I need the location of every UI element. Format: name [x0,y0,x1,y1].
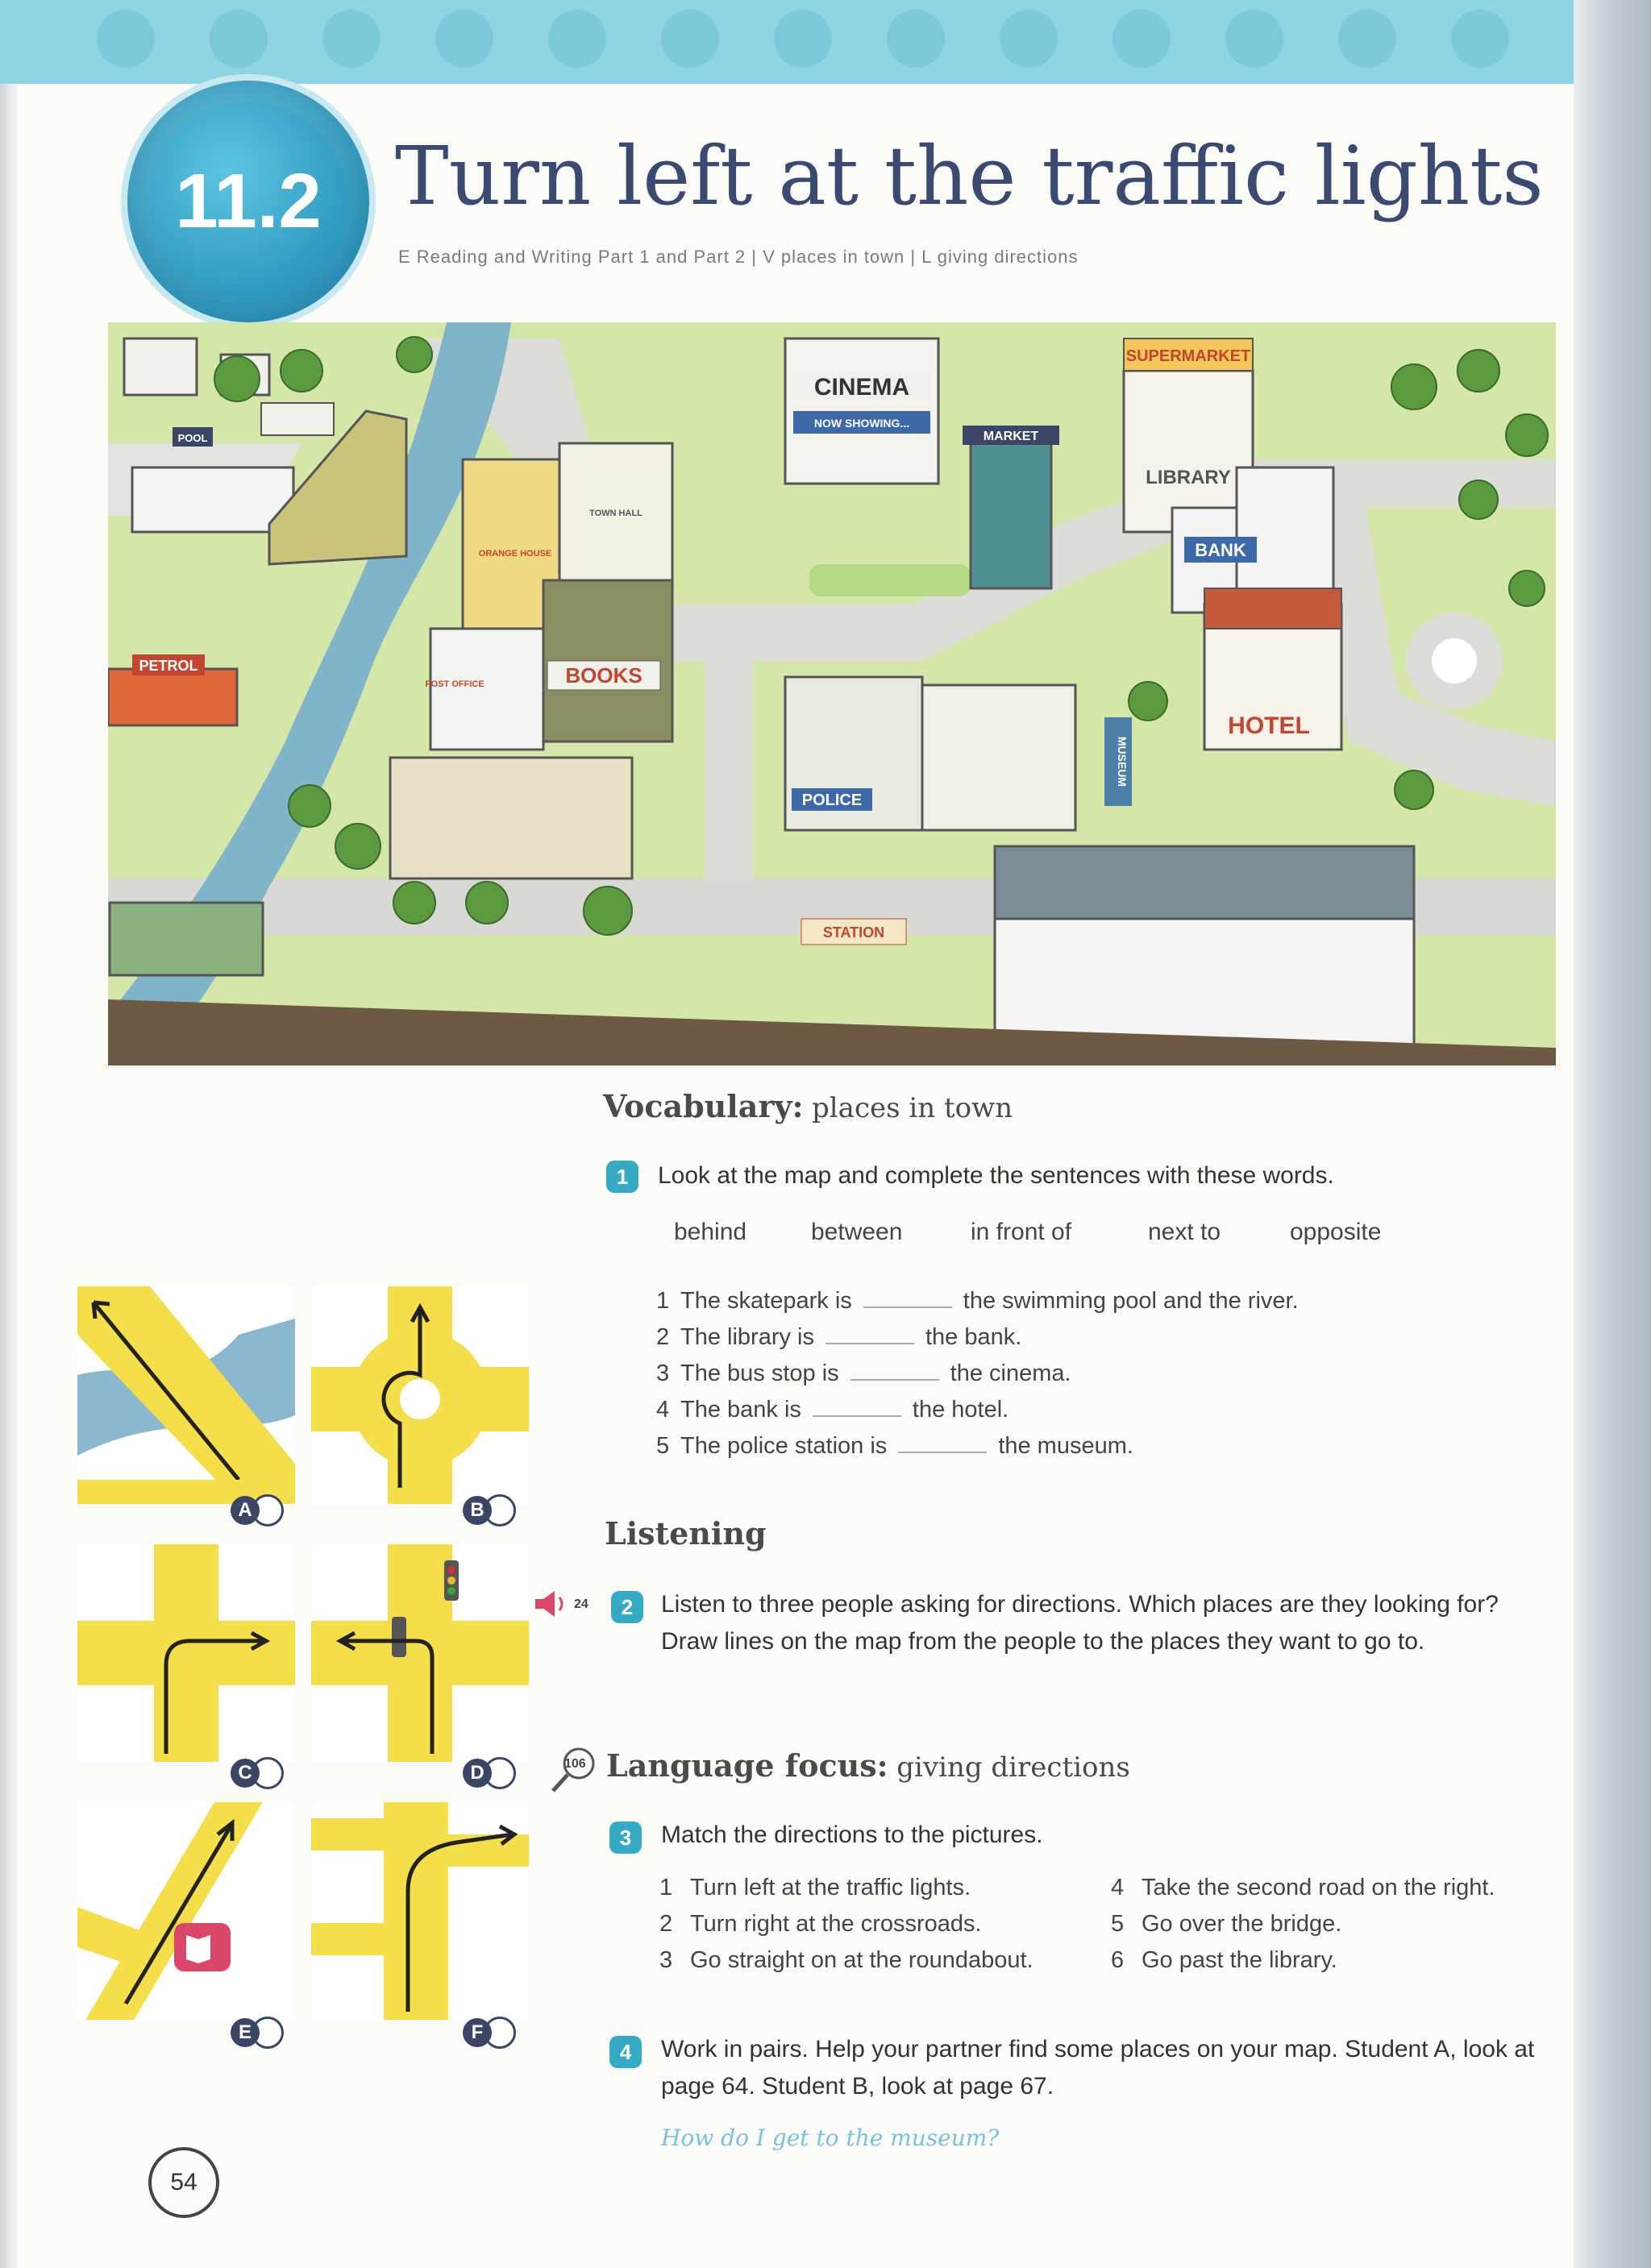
grammar-reference-number: 106 [564,1757,586,1771]
picture-e-past-library [77,1802,295,2020]
direction-number: 2 [659,1911,673,1937]
map-label-books: BOOKS [565,663,643,687]
listening-heading: Listening [605,1515,767,1551]
unit-number: 11.2 [175,158,322,244]
sentence-row [656,1433,1133,1460]
sentence-start: The bus stop is [680,1360,839,1386]
map-label-police: POLICE [801,791,863,809]
picture-f-second-right [311,1802,529,2020]
sentence-end: the museum. [998,1433,1133,1459]
direction-text: Go past the library. [1142,1947,1337,1973]
word-option: in front of [971,1219,1072,1245]
picture-letter: A [231,1496,260,1525]
picture-letter: C [231,1759,260,1788]
direction-text: Turn left at the traffic lights. [690,1875,971,1900]
picture-e-label[interactable] [231,2017,284,2049]
direction-item [659,1947,1033,1974]
sentence-row [656,1288,1299,1315]
direction-item [659,1911,982,1938]
sentence-start: The library is [680,1324,814,1350]
direction-item [1111,1947,1337,1974]
exercise-number: 4 [609,2036,642,2068]
page-number: 54 [148,2147,219,2218]
direction-item [659,1875,971,1901]
map-label-supermarket: SUPERMARKET [1125,347,1251,365]
answer-gap[interactable] [850,1361,939,1381]
map-label-now-showing: NOW SHOWING... [813,417,910,430]
sentence-number: 2 [656,1324,670,1350]
map-label-library: LIBRARY [1146,467,1231,488]
picture-d-label[interactable] [463,1757,516,1789]
sentence-number: 1 [656,1288,670,1314]
map-label-post-office: POST OFFICE [425,679,484,689]
map-label-market: MARKET [983,430,1039,443]
direction-number: 1 [659,1875,673,1900]
map-label-orange-house: ORANGE HOUSE [478,549,552,559]
sentence-number: 3 [656,1360,670,1386]
example-question: How do I get to the museum? [661,2125,1000,2151]
map-label-station: STATION [822,924,885,941]
answer-gap[interactable] [863,1289,952,1308]
picture-letter: E [231,2018,260,2047]
exercise-2-instruction: Listen to three people asking for directions. Which places are they looking for? Draw lines on the map from the people to the places they want to go to. [661,1591,1499,1655]
sentence-row [656,1324,1021,1351]
picture-f-label[interactable] [463,2017,516,2049]
picture-letter: F [463,2018,492,2047]
picture-b-roundabout [311,1286,529,1504]
picture-letter: D [463,1759,492,1788]
sentence-end: the bank. [925,1324,1022,1350]
sentence-end: the swimming pool and the river. [963,1288,1299,1314]
word-option: between [811,1219,903,1245]
direction-number: 3 [659,1947,673,1973]
direction-item [1111,1875,1495,1901]
page-edge-left [0,0,18,2268]
sentence-end: the cinema. [950,1360,1071,1386]
picture-b-label[interactable] [463,1494,516,1527]
direction-text: Turn right at the crossroads. [690,1911,982,1937]
answer-gap[interactable] [898,1434,987,1453]
language-focus-subtitle: giving directions [896,1751,1130,1784]
map-label-pool: POOL [177,432,208,444]
direction-text: Take the second road on the right. [1142,1875,1495,1900]
vocabulary-heading [603,1088,1013,1125]
unit-badge-inner [148,102,348,301]
sentence-number: 5 [656,1433,670,1459]
exercise-number: 1 [606,1161,638,1193]
direction-number: 5 [1111,1911,1125,1937]
sentence-number: 4 [656,1397,670,1423]
word-option: next to [1148,1219,1221,1245]
picture-a-bridge [77,1286,295,1504]
exercise-number: 3 [609,1821,642,1854]
direction-number: 6 [1111,1947,1125,1973]
page-edge-right [1574,0,1651,2268]
vocabulary-title: Vocabulary: [603,1088,804,1124]
sentence-start: The skatepark is [680,1288,852,1314]
map-label-cinema: CINEMA [813,374,910,401]
direction-item [1111,1911,1341,1938]
exercise-3-instruction: Match the directions to the pictures. [661,1821,1043,1848]
page-title: Turn left at the traffic lights [395,129,1544,223]
map-label-town-hall: TOWN HALL [589,509,643,518]
audio-track-number: 24 [574,1597,588,1611]
answer-gap[interactable] [813,1398,901,1417]
sentence-row [656,1360,1071,1387]
direction-text: Go over the bridge. [1142,1911,1342,1937]
map-label-petrol: PETROL [139,658,198,674]
map-label-bank: BANK [1195,540,1246,560]
picture-d-traffic-lights [311,1544,529,1762]
sentence-start: The police station is [680,1433,888,1459]
picture-c-crossroads [77,1544,295,1762]
sentence-end: the hotel. [912,1397,1009,1423]
exercise-1-instruction: Look at the map and complete the sentences with these words. [658,1162,1334,1189]
exercise-4-instruction: Work in pairs. Help your partner find some places on your map. Student A, look at page 64. Student B, look at page 67. [661,2036,1535,2100]
exercise-number: 2 [611,1591,643,1623]
vocabulary-subtitle: places in town [812,1092,1013,1124]
town-map [108,322,1556,1065]
language-focus-title: Language focus: [606,1747,888,1784]
sentence-start: The bank is [680,1397,801,1423]
map-label-hotel: HOTEL [1228,712,1310,739]
word-option: behind [674,1219,747,1245]
unit-subtitle: E Reading and Writing Part 1 and Part 2 | V places in town | L giving directions [398,247,1079,267]
word-option: opposite [1290,1219,1382,1245]
picture-a-label[interactable] [231,1494,284,1527]
top-banner [0,0,1580,84]
direction-number: 4 [1111,1875,1125,1900]
picture-c-label[interactable] [231,1757,284,1789]
map-label-museum: MUSEUM [1116,736,1129,787]
sentence-row [656,1397,1008,1423]
direction-text: Go straight on at the roundabout. [690,1947,1033,1973]
picture-letter: B [463,1496,492,1525]
audio-speaker-icon[interactable] [532,1588,572,1620]
answer-gap[interactable] [826,1325,914,1344]
language-focus-heading [606,1747,1130,1784]
